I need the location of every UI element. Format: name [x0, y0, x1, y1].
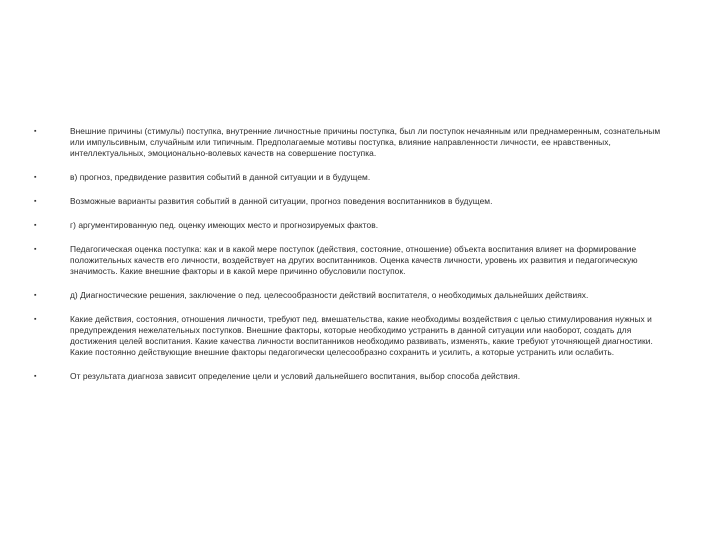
- list-item: [34, 220, 674, 231]
- list-item-text: От результата диагноза зависит определение цели и условий дальнейшего воспитания, выбор способа действия.: [70, 371, 521, 381]
- bullet-icon: ▪: [34, 174, 37, 181]
- list-item: [34, 371, 674, 382]
- list-item-text: Какие действия, состояния, отношения личности, требуют пед. вмешательства, какие необходимы воздействия с целью стимулирования нужных и предупреждения нежелательных поступков. Внешние факторы, которые необходимо устранить в данной ситуации или наоборот, создать для достижения целей воспитания. Какие качества личности воспитанников необходимо развивать, изменять, какие требуют уточняющей диагностики. Какие постоянно действующие внешние факторы педагогически целесообразно сохранить и усилить, а которые устранить или ослабить.: [70, 314, 653, 357]
- bullet-icon: ▪: [34, 128, 37, 135]
- list-item-text: д) Диагностические решения, заключение о пед. целесообразности действий воспитателя, о необходимых дальнейших действиях.: [70, 290, 589, 300]
- list-item: [34, 314, 674, 358]
- list-item: [34, 290, 674, 301]
- bullet-icon: ▪: [34, 316, 37, 323]
- list-item-text: в) прогноз, предвидение развития событий в данной ситуации и в будущем.: [70, 172, 371, 182]
- list-item: [34, 172, 674, 183]
- bullet-icon: ▪: [34, 198, 37, 205]
- list-item: [34, 126, 674, 159]
- bullet-list: [34, 126, 674, 382]
- list-item: [34, 196, 674, 207]
- list-item-text: Возможные варианты развития событий в данной ситуации, прогноз поведения воспитанников в будущем.: [70, 196, 493, 206]
- bullet-icon: ▪: [34, 222, 37, 229]
- list-item-text: Педагогическая оценка поступка: как и в какой мере поступок (действия, состояние, отношение) объекта воспитания влияет на формирование положительных качеств его личности, воздействует на других воспитанников. Оценка качеств личности, уровень их развития и педагогическую значимость. Какие внешние факторы и в какой мере причинно обусловили поступок.: [70, 244, 638, 276]
- list-item: [34, 244, 674, 277]
- bullet-icon: ▪: [34, 246, 37, 253]
- list-item-text: Внешние причины (стимулы) поступка, внутренние личностные причины поступка, был ли поступок нечаянным или преднамеренным, сознательным или импульсивным, случайным или типичным. Предполагаемые мотивы поступка, влияние направленности личности, ее нравственных, интеллектуальных, эмоционально-волевых качеств на совершение поступка.: [70, 126, 661, 158]
- list-item-text: г) аргументированную пед. оценку имеющих место и прогнозируемых фактов.: [70, 220, 379, 230]
- bullet-icon: ▪: [34, 292, 37, 299]
- bullet-icon: ▪: [34, 373, 37, 380]
